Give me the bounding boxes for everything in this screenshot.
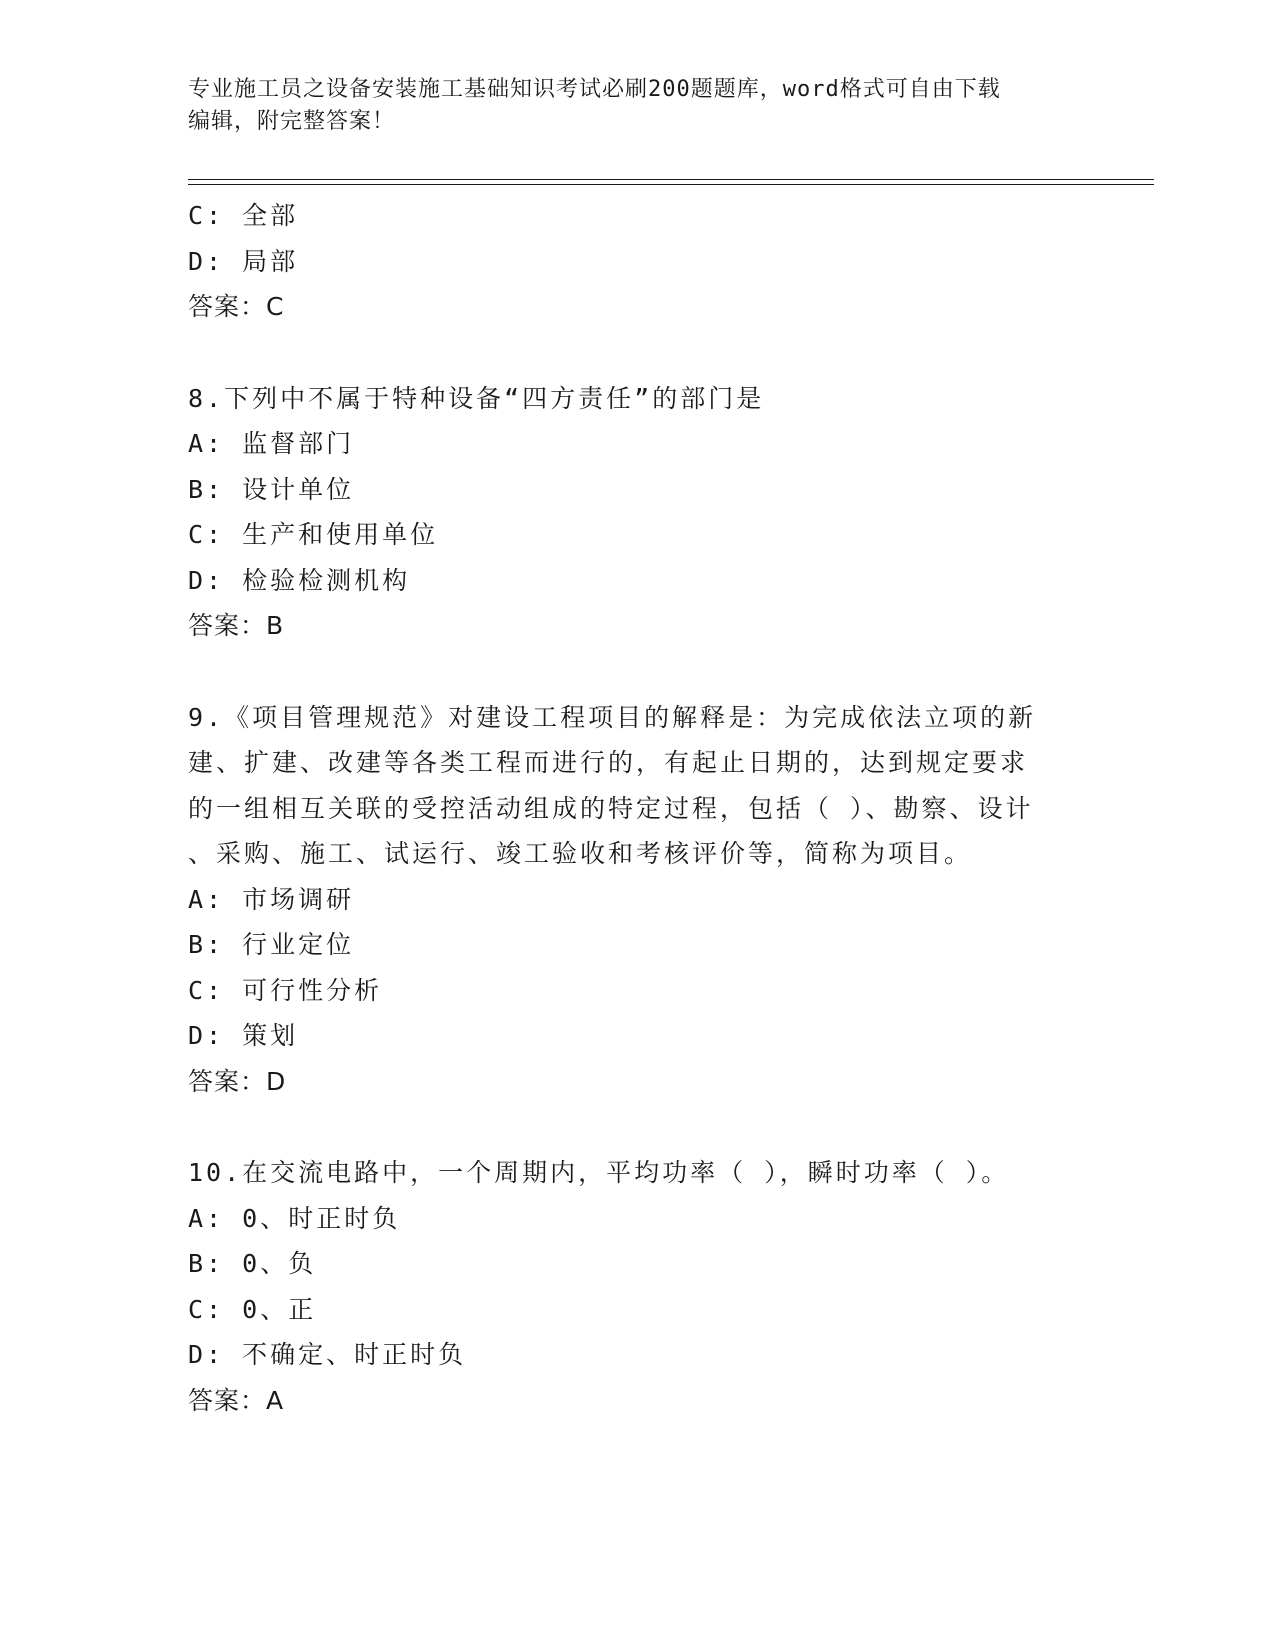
question-text-line-2: 建、扩建、改建等各类工程而进行的，有起止日期的，达到规定要求: [188, 748, 1029, 777]
option-d: D: 局部: [188, 246, 299, 276]
option-d: D: 策划: [188, 1021, 299, 1050]
header-title-line-1: 专业施工员之设备安装施工基础知识考试必刷200题题库，word格式可自由下载: [188, 77, 1001, 102]
question-text-line-3: 的一组相互关联的受控活动组成的特定过程，包括（ ）、勘察、设计: [188, 793, 1034, 823]
answer-label: 答案：B: [188, 611, 285, 640]
question-7-continued: [188, 193, 1088, 330]
answer-label: 答案：C: [188, 292, 285, 321]
option-c: C: 生产和使用单位: [188, 520, 439, 549]
question-list: [188, 193, 1088, 1423]
question-text-line-4: 、采购、施工、试运行、竣工验收和考核评价等，简称为项目。: [188, 839, 973, 868]
question-text-line-1: 9.《项目管理规范》对建设工程项目的解释是：为完成依法立项的新: [188, 702, 1037, 732]
option-a: A: 市场调研: [188, 884, 355, 914]
question-text: 10.在交流电路中，一个周期内，平均功率（ ），瞬时功率（ ）。: [188, 1158, 1010, 1187]
question-9: [188, 695, 1088, 1105]
header-divider-top: [188, 179, 1154, 180]
option-d: D: 不确定、时正时负: [188, 1340, 467, 1369]
option-c: C: 可行性分析: [188, 975, 383, 1005]
option-a: A: 监督部门: [188, 429, 355, 458]
header-divider-bottom: [188, 184, 1154, 185]
question-8: [188, 376, 1088, 649]
option-a: A: 0、时正时负: [188, 1203, 401, 1233]
option-c: C: 0、正: [188, 1294, 317, 1324]
option-b: B: 0、负: [188, 1249, 317, 1278]
spacer: [188, 1104, 1088, 1150]
answer-label: 答案：A: [188, 1385, 285, 1415]
option-b: B: 行业定位: [188, 930, 355, 959]
option-c: C: 全部: [188, 201, 299, 230]
document-header: [188, 74, 1088, 138]
question-text: [188, 695, 1088, 877]
header-title-line-2: 编辑，附完整答案！: [188, 109, 396, 134]
question-text: 8.下列中不属于特种设备“四方责任”的部门是: [188, 383, 765, 413]
spacer: [188, 649, 1088, 695]
option-b: B: 设计单位: [188, 474, 355, 504]
answer-label: 答案：D: [188, 1066, 287, 1096]
option-d: D: 检验检测机构: [188, 565, 411, 595]
spacer: [188, 330, 1088, 376]
question-10: [188, 1150, 1088, 1423]
